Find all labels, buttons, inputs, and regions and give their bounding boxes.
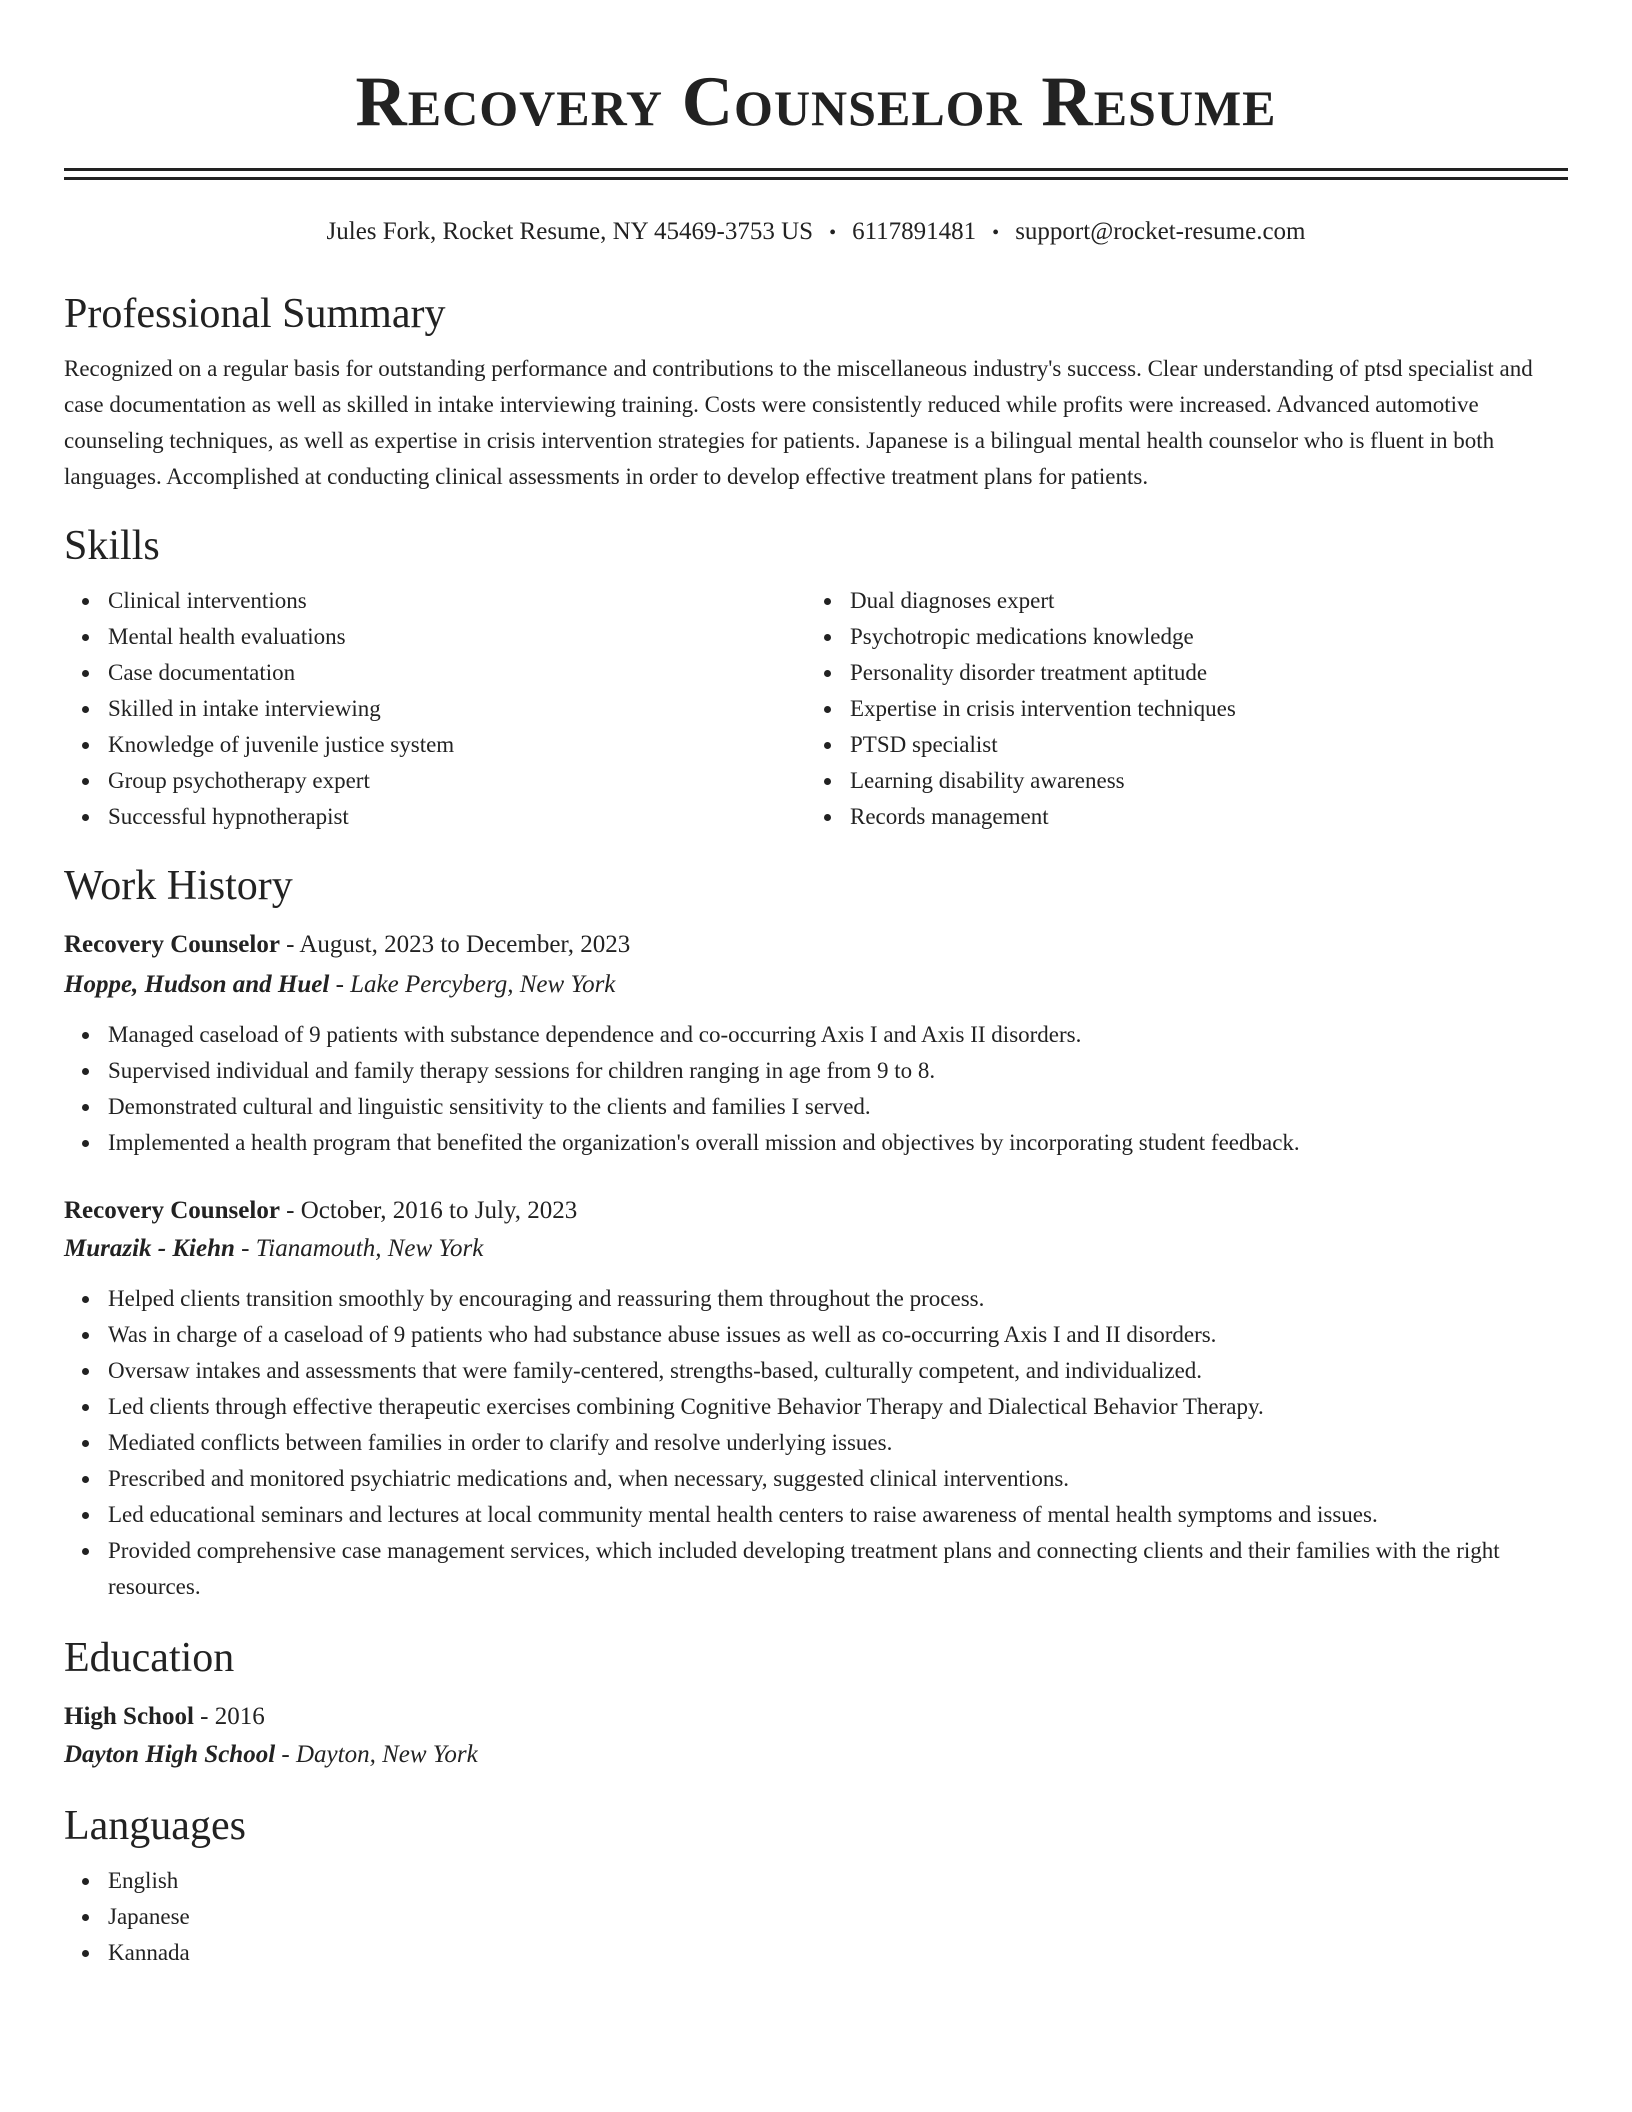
skills-column-right <box>806 583 1548 835</box>
language-item: Kannada <box>108 1935 1568 1971</box>
section-title-summary: Professional Summary <box>64 291 446 337</box>
contact-address: Jules Fork, Rocket Resume, NY 45469-3753 US <box>326 218 814 245</box>
job-bullet: Oversaw intakes and assessments that were family-centered, strengths-based, culturally competent, and individualized. <box>108 1353 1568 1389</box>
job-bullet: Implemented a health program that benefited the organization's overall mission and objectives by incorporating student feedback. <box>108 1125 1568 1161</box>
job-bullet: Mediated conflicts between families in order to clarify and resolve underlying issues. <box>108 1425 1568 1461</box>
skill-item: Knowledge of juvenile justice system <box>108 727 806 763</box>
job-bullet: Provided comprehensive case management services, which included developing treatment plans and connecting clients and their families with the right resources. <box>108 1533 1568 1605</box>
section-title-skills: Skills <box>64 523 160 569</box>
job-bullet: Supervised individual and family therapy sessions for children ranging in age from 9 to 8. <box>108 1053 1568 1089</box>
skill-item: Expertise in crisis intervention techniques <box>850 691 1548 727</box>
job-employer-line: Hoppe, Hudson and Huel - Lake Percyberg, New York <box>64 971 616 998</box>
contact-email[interactable]: support@rocket-resume.com <box>1015 218 1306 245</box>
education-degree: High School <box>64 1703 194 1730</box>
education-degree-line: High School - 2016 <box>64 1703 265 1730</box>
skills-column-left <box>64 583 806 835</box>
job-role: Recovery Counselor <box>64 1197 280 1224</box>
skill-item: Group psychotherapy expert <box>108 763 806 799</box>
section-title-languages: Languages <box>64 1803 246 1849</box>
education-year: 2016 <box>214 1703 265 1730</box>
job-bullet: Led clients through effective therapeutic exercises combining Cognitive Behavior Therapy and Dialectical Behavior Therapy. <box>108 1389 1568 1425</box>
job-entry <box>64 1193 1568 1605</box>
resume-title: Recovery Counselor Resume <box>355 63 1277 141</box>
job-bullet: Demonstrated cultural and linguistic sensitivity to the clients and families I served. <box>108 1089 1568 1125</box>
job-location: Tianamouth, New York <box>255 1235 484 1262</box>
job-employer-line: Murazik - Kiehn - Tianamouth, New York <box>64 1235 484 1262</box>
job-dates: October, 2016 to July, 2023 <box>300 1197 578 1224</box>
job-bullet: Was in charge of a caseload of 9 patients who had substance abuse issues as well as co-occurring Axis I and II disorders. <box>108 1317 1568 1353</box>
language-item: Japanese <box>108 1899 1568 1935</box>
skill-item: Skilled in intake interviewing <box>108 691 806 727</box>
skill-item: Records management <box>850 799 1548 835</box>
skill-item: Mental health evaluations <box>108 619 806 655</box>
contact-phone: 6117891481 <box>852 218 977 245</box>
section-title-work-history: Work History <box>64 863 293 909</box>
job-dates: August, 2023 to December, 2023 <box>299 931 631 958</box>
languages-list <box>64 1863 1568 1971</box>
contact-line <box>64 216 1568 249</box>
job-bullet: Helped clients transition smoothly by encouraging and reassuring them throughout the process. <box>108 1281 1568 1317</box>
skill-item: Dual diagnoses expert <box>850 583 1548 619</box>
language-item: English <box>108 1863 1568 1899</box>
skill-item: Case documentation <box>108 655 806 691</box>
job-bullet: Led educational seminars and lectures at local community mental health centers to raise awareness of mental health symptoms and issues. <box>108 1497 1568 1533</box>
section-title-education: Education <box>64 1635 235 1681</box>
education-entry <box>64 1699 1568 1773</box>
contact-separator: • <box>992 222 1000 244</box>
skill-item: Learning disability awareness <box>850 763 1548 799</box>
contact-separator: • <box>829 222 837 244</box>
job-role: Recovery Counselor <box>64 931 280 958</box>
skill-item: Psychotropic medications knowledge <box>850 619 1548 655</box>
title-divider-top <box>64 168 1568 171</box>
job-bullet: Managed caseload of 9 patients with substance dependence and co-occurring Axis I and Axis II disorders. <box>108 1017 1568 1053</box>
job-entry <box>64 927 1568 1161</box>
skill-item: Personality disorder treatment aptitude <box>850 655 1548 691</box>
job-title-line: Recovery Counselor - October, 2016 to July, 2023 <box>64 1197 578 1224</box>
skill-item: PTSD specialist <box>850 727 1548 763</box>
title-divider-bottom <box>64 177 1568 180</box>
summary-text: Recognized on a regular basis for outstanding performance and contributions to the miscellaneous industry's success. Clear understanding of ptsd specialist and case documentation as well as skilled in intake interviewing training. Costs were consistently reduced while profits were increased. Advanced automotive counseling techniques, as well as expertise in crisis intervention strategies for patients. Japanese is a bilingual mental health counselor who is fluent in both languages. Accomplished at conducting clinical assessments in order to develop effective treatment plans for patients. <box>64 356 1533 489</box>
education-school-line: Dayton High School - Dayton, New York <box>64 1741 478 1768</box>
education-school: Dayton High School <box>64 1741 276 1768</box>
job-employer: Murazik - Kiehn <box>64 1235 235 1262</box>
skill-item: Successful hypnotherapist <box>108 799 806 835</box>
job-title-line: Recovery Counselor - August, 2023 to December, 2023 <box>64 931 631 958</box>
job-location: Lake Percyberg, New York <box>350 971 616 998</box>
job-bullet: Prescribed and monitored psychiatric medications and, when necessary, suggested clinical interventions. <box>108 1461 1568 1497</box>
job-employer: Hoppe, Hudson and Huel <box>64 971 330 998</box>
education-location: Dayton, New York <box>295 1741 478 1768</box>
skills-list <box>64 583 1568 835</box>
skill-item: Clinical interventions <box>108 583 806 619</box>
